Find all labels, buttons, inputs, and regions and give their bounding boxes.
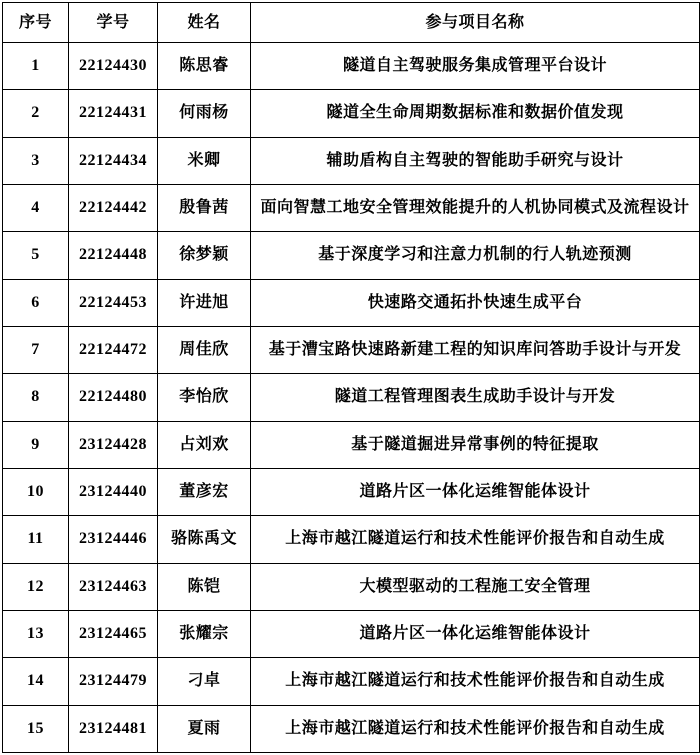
table-row	[3, 468, 700, 515]
cell-student-id: 23124446	[69, 516, 158, 563]
cell-name: 殷鲁茜	[158, 184, 251, 231]
table-row	[3, 563, 700, 610]
cell-index: 13	[3, 610, 69, 657]
cell-project: 隧道全生命周期数据标准和数据价值发现	[251, 90, 700, 137]
cell-student-id: 22124431	[69, 90, 158, 137]
cell-index: 8	[3, 374, 69, 421]
cell-index: 1	[3, 43, 69, 90]
cell-project: 大模型驱动的工程施工安全管理	[251, 563, 700, 610]
cell-index: 2	[3, 90, 69, 137]
cell-index: 7	[3, 326, 69, 373]
cell-index: 11	[3, 516, 69, 563]
table-row	[3, 705, 700, 752]
cell-name: 李怡欣	[158, 374, 251, 421]
table-row	[3, 137, 700, 184]
cell-student-id: 22124448	[69, 232, 158, 279]
column-header-name: 姓名	[158, 3, 251, 43]
table-row	[3, 279, 700, 326]
cell-index: 5	[3, 232, 69, 279]
cell-project: 上海市越江隧道运行和技术性能评价报告和自动生成	[251, 705, 700, 752]
table-row	[3, 232, 700, 279]
cell-name: 徐梦颖	[158, 232, 251, 279]
cell-name: 陈铠	[158, 563, 251, 610]
cell-index: 3	[3, 137, 69, 184]
cell-index: 14	[3, 658, 69, 705]
project-roster-table	[2, 2, 700, 753]
cell-student-id: 23124479	[69, 658, 158, 705]
cell-student-id: 23124481	[69, 705, 158, 752]
cell-student-id: 22124453	[69, 279, 158, 326]
cell-index: 4	[3, 184, 69, 231]
cell-name: 米卿	[158, 137, 251, 184]
header-row	[3, 3, 700, 43]
table-row	[3, 43, 700, 90]
cell-project: 基于深度学习和注意力机制的行人轨迹预测	[251, 232, 700, 279]
cell-project: 隧道自主驾驶服务集成管理平台设计	[251, 43, 700, 90]
table-row	[3, 184, 700, 231]
cell-project: 隧道工程管理图表生成助手设计与开发	[251, 374, 700, 421]
cell-index: 12	[3, 563, 69, 610]
cell-project: 基于隧道掘进异常事例的特征提取	[251, 421, 700, 468]
cell-name: 许进旭	[158, 279, 251, 326]
column-header-project: 参与项目名称	[251, 3, 700, 43]
cell-name: 骆陈禹文	[158, 516, 251, 563]
cell-index: 6	[3, 279, 69, 326]
cell-student-id: 23124465	[69, 610, 158, 657]
cell-name: 占刘欢	[158, 421, 251, 468]
cell-index: 10	[3, 468, 69, 515]
cell-project: 辅助盾构自主驾驶的智能助手研究与设计	[251, 137, 700, 184]
cell-index: 15	[3, 705, 69, 752]
cell-project: 面向智慧工地安全管理效能提升的人机协同模式及流程设计	[251, 184, 700, 231]
cell-student-id: 22124430	[69, 43, 158, 90]
table-row	[3, 610, 700, 657]
cell-project: 道路片区一体化运维智能体设计	[251, 610, 700, 657]
cell-project: 基于漕宝路快速路新建工程的知识库问答助手设计与开发	[251, 326, 700, 373]
cell-student-id: 22124472	[69, 326, 158, 373]
cell-index: 9	[3, 421, 69, 468]
table-row	[3, 421, 700, 468]
cell-student-id: 23124428	[69, 421, 158, 468]
cell-name: 刁卓	[158, 658, 251, 705]
table-body	[3, 43, 700, 753]
cell-name: 张耀宗	[158, 610, 251, 657]
cell-name: 陈思睿	[158, 43, 251, 90]
table-row	[3, 516, 700, 563]
column-header-index: 序号	[3, 3, 69, 43]
cell-name: 夏雨	[158, 705, 251, 752]
table-row	[3, 326, 700, 373]
cell-project: 道路片区一体化运维智能体设计	[251, 468, 700, 515]
cell-student-id: 23124463	[69, 563, 158, 610]
table-row	[3, 658, 700, 705]
cell-project: 上海市越江隧道运行和技术性能评价报告和自动生成	[251, 658, 700, 705]
cell-student-id: 22124480	[69, 374, 158, 421]
cell-name: 董彦宏	[158, 468, 251, 515]
cell-student-id: 22124442	[69, 184, 158, 231]
table-row	[3, 374, 700, 421]
column-header-student-id: 学号	[69, 3, 158, 43]
cell-name: 何雨杨	[158, 90, 251, 137]
cell-project: 上海市越江隧道运行和技术性能评价报告和自动生成	[251, 516, 700, 563]
table-row	[3, 90, 700, 137]
cell-name: 周佳欣	[158, 326, 251, 373]
cell-student-id: 23124440	[69, 468, 158, 515]
cell-student-id: 22124434	[69, 137, 158, 184]
cell-project: 快速路交通拓扑快速生成平台	[251, 279, 700, 326]
